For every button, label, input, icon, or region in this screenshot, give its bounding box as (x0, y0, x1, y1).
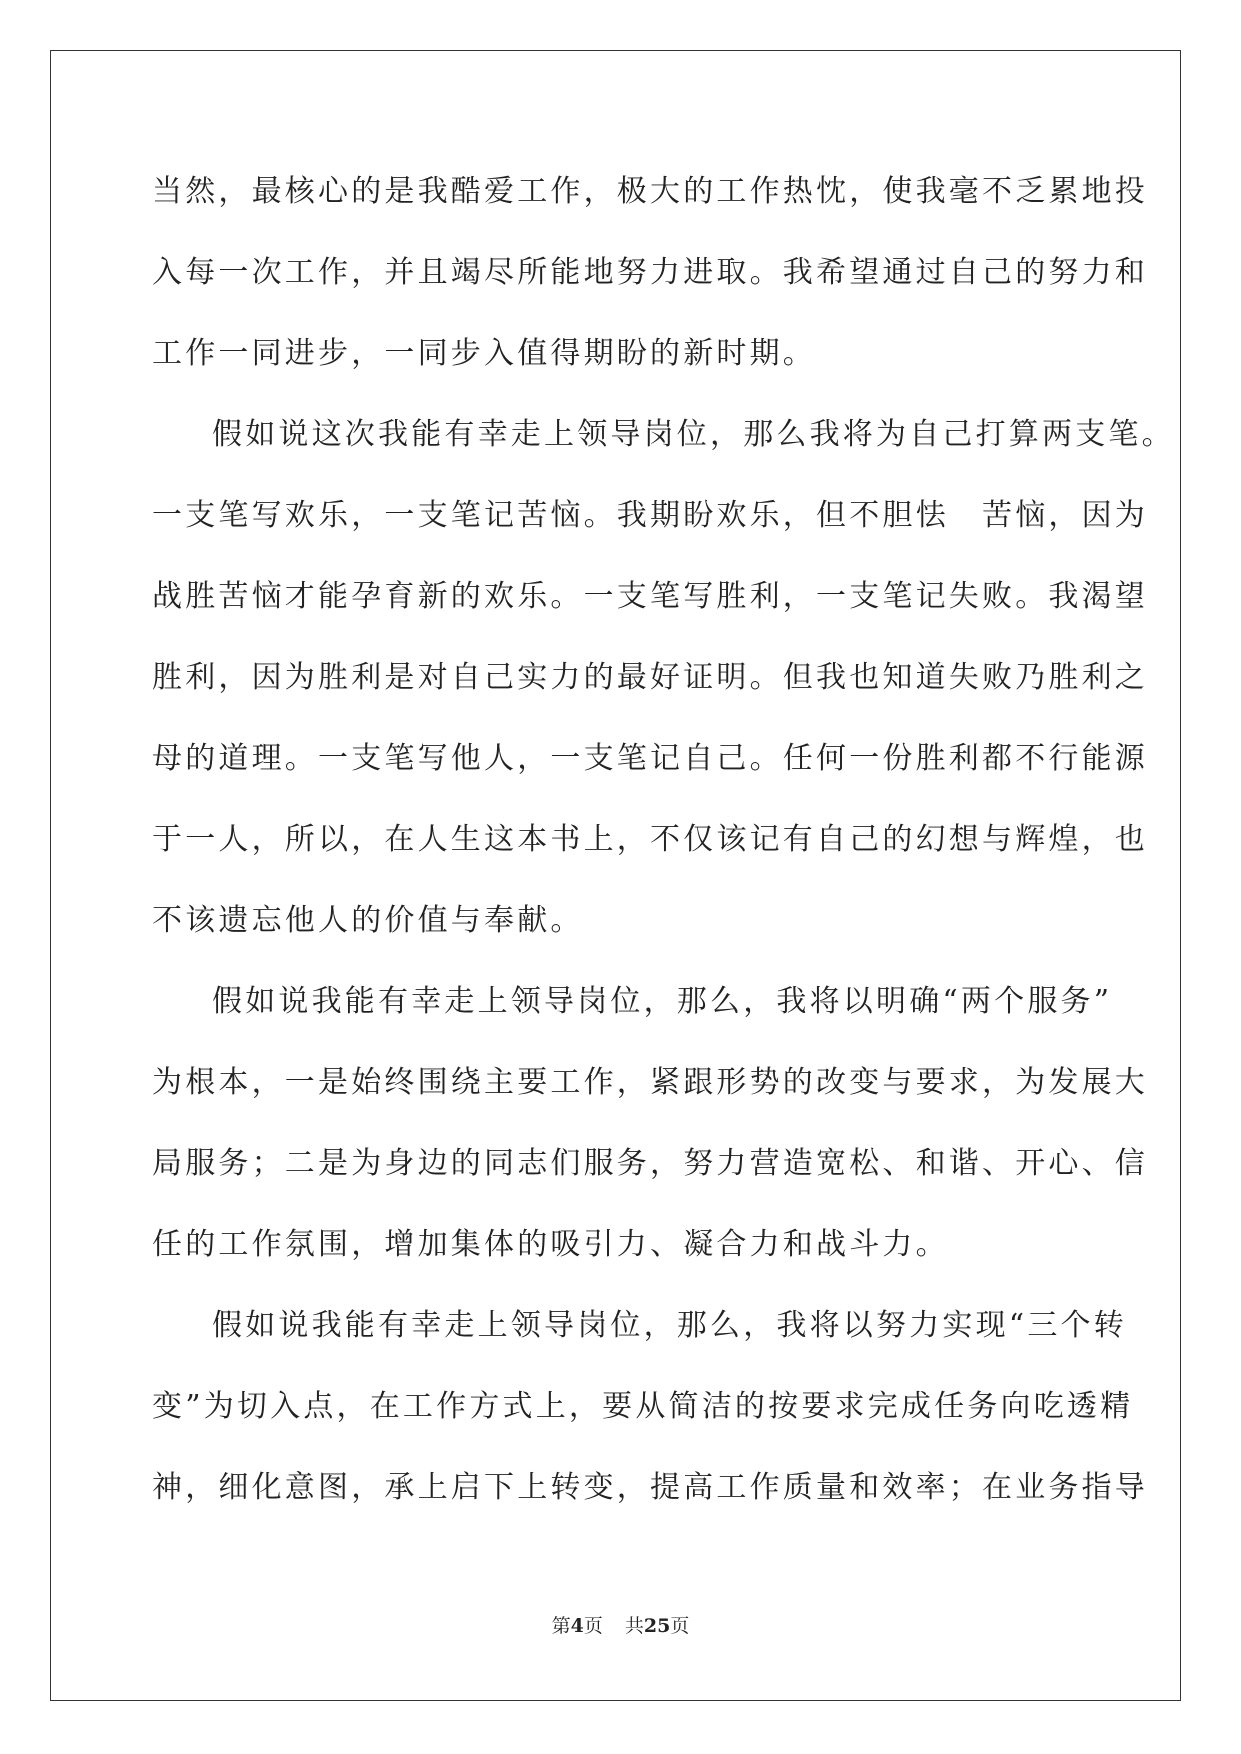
text-line: 一支笔写欢乐，一支笔记苦恼。我期盼欢乐，但不胆怯 苦恼，因为 (152, 498, 1148, 533)
text-line: 不该遗忘他人的价值与奉献。 (152, 903, 584, 938)
page-prefix: 第 (551, 1615, 571, 1637)
text-line: 当然，最核心的是我酷爱工作，极大的工作热忱，使我毫不乏累地投 (152, 174, 1148, 209)
page-number: 4 (570, 1615, 584, 1637)
total-pages: 25 (643, 1615, 671, 1637)
total-suffix: 页 (670, 1615, 690, 1637)
text-line: 神，细化意图，承上启下上转变，提高工作质量和效率；在业务指导 (152, 1470, 1148, 1505)
total-prefix: 共 (624, 1615, 644, 1637)
text-line: 假如说我能有幸走上领导岗位，那么，我将以明确“两个服务” (212, 984, 1113, 1019)
text-line: 胜利，因为胜利是对自己实力的最好证明。但我也知道失败乃胜利之 (152, 660, 1148, 695)
text-line: 任的工作氛围，增加集体的吸引力、凝合力和战斗力。 (152, 1227, 949, 1262)
text-line: 母的道理。一支笔写他人，一支笔记自己。任何一份胜利都不行能源 (152, 741, 1148, 776)
text-line: 入每一次工作，并且竭尽所能地努力进取。我希望通过自己的努力和 (152, 255, 1148, 290)
text-line: 假如说这次我能有幸走上领导岗位，那么我将为自己打算两支笔。 (212, 417, 1175, 452)
text-line: 为根本，一是始终围绕主要工作，紧跟形势的改变与要求，为发展大 (152, 1065, 1148, 1100)
text-line: 局服务；二是为身边的同志们服务，努力营造宽松、和谐、开心、信 (152, 1146, 1148, 1181)
text-line: 战胜苦恼才能孕育新的欢乐。一支笔写胜利，一支笔记失败。我渴望 (152, 579, 1148, 614)
page-footer (0, 1614, 1241, 1638)
text-line: 于一人，所以，在人生这本书上，不仅该记有自己的幻想与辉煌，也 (152, 822, 1148, 857)
page-border (50, 50, 1181, 1701)
text-line: 假如说我能有幸走上领导岗位，那么，我将以努力实现“三个转 (212, 1308, 1127, 1343)
text-line: 工作一同进步，一同步入值得期盼的新时期。 (152, 336, 816, 371)
text-line: 变”为切入点，在工作方式上，要从简洁的按要求完成任务向吃透精 (152, 1389, 1134, 1424)
page-suffix: 页 (583, 1615, 603, 1637)
